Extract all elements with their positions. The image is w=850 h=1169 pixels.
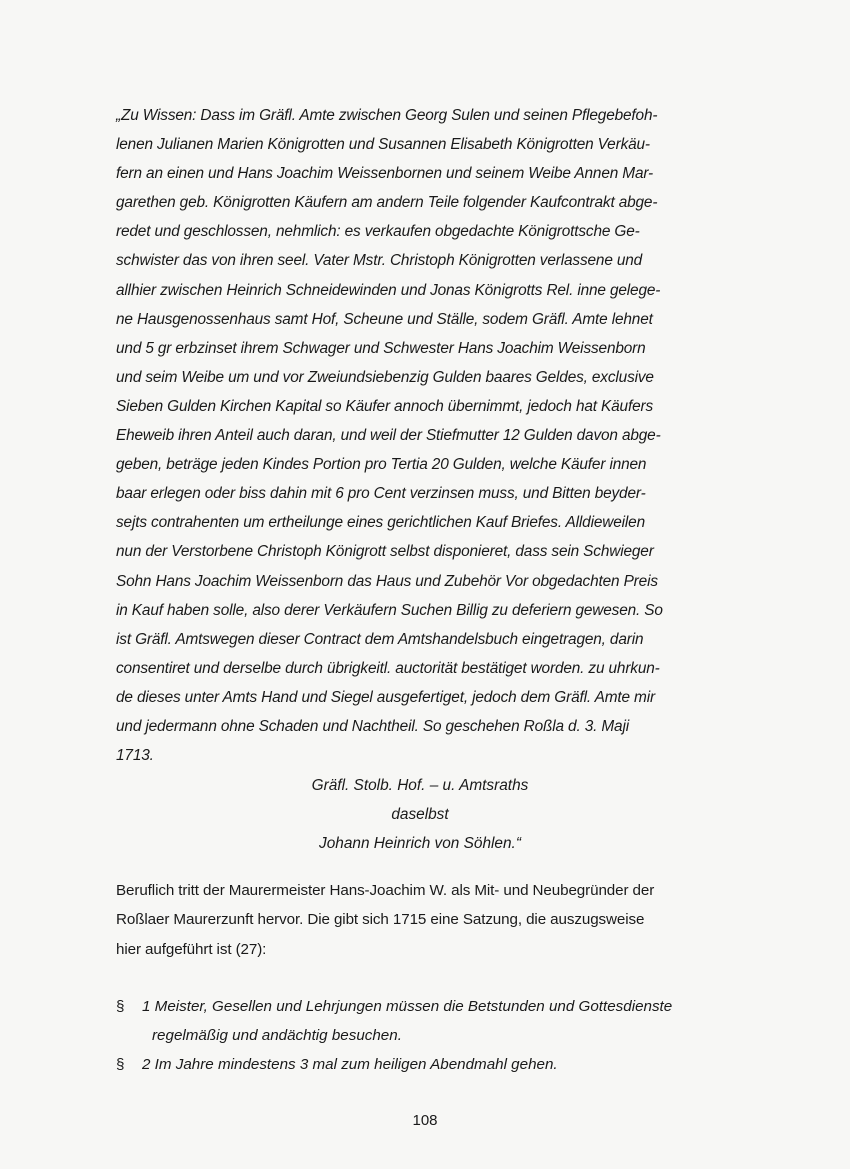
quote-line: consentiret und derselbe durch übrigkeitl. auctorität bestätiget worden. zu uhrkun- xyxy=(116,659,660,677)
signature-line: Johann Heinrich von Söhlen.“ xyxy=(319,835,521,853)
body-line: hier aufgeführt ist (27): xyxy=(116,940,267,958)
body-line: Beruflich tritt der Maurermeister Hans-Joachim W. als Mit- und Neubegründer der xyxy=(116,882,655,899)
statute-item xyxy=(116,992,736,1050)
quoted-contract-text xyxy=(116,101,724,770)
quote-line: geben, beträge jeden Kindes Portion pro Tertia 20 Gulden, welche Käufer innen xyxy=(116,456,647,474)
quote-line: „Zu Wissen: Dass im Gräfl. Amte zwischen Georg Sulen und seinen Pflegebefoh- xyxy=(116,107,658,124)
body-paragraph xyxy=(116,876,736,964)
quote-line: baar erlegen oder biss dahin mit 6 pro Cent verzinsen muss, und Bitten beyder- xyxy=(116,485,646,503)
statute-list xyxy=(116,992,736,1079)
quote-line: schwister das von ihren seel. Vater Mstr. Christoph Königrotten verlassene und xyxy=(116,252,643,270)
quote-line: garethen geb. Königrotten Käufern am andern Teile folgender Kaufcontrakt abge- xyxy=(116,194,658,212)
quote-line: und seim Weibe um und vor Zweiundsiebenzig Gulden baares Geldes, exclusive xyxy=(116,368,654,386)
quote-line: sejts contrahenten um ertheilunge eines gerichtlichen Kauf Briefes. Alldieweilen xyxy=(116,514,645,532)
quote-line: nun der Verstorbene Christoph Königrott selbst disponieret, dass sein Schwieger xyxy=(116,543,654,561)
signature-block xyxy=(116,771,724,858)
quote-line: 1713. xyxy=(116,747,154,765)
quote-line: Eheweib ihren Anteil auch daran, und weil der Stiefmutter 12 Gulden davon abge- xyxy=(116,427,661,445)
statute-line: 1 Meister, Gesellen und Lehrjungen müssen die Betstunden und Gottesdienste xyxy=(142,998,673,1015)
body-line: Roßlaer Maurerzunft hervor. Die gibt sich 1715 eine Satzung, die auszugsweise xyxy=(116,911,645,929)
page-number: 108 xyxy=(412,1112,438,1129)
quote-line: de dieses unter Amts Hand und Siegel ausgefertiget, jedoch dem Gräfl. Amte mir xyxy=(116,688,655,706)
section-symbol: § xyxy=(116,998,125,1015)
signature-line: daselbst xyxy=(391,806,449,824)
quote-line: Sohn Hans Joachim Weissenborn das Haus und Zubehör Vor obgedachten Preis xyxy=(116,572,658,590)
quote-line: fern an einen und Hans Joachim Weissenbornen und seinem Weibe Annen Mar- xyxy=(116,165,654,183)
quote-line: redet und geschlossen, nehmlich: es verkaufen obgedachte Königrottsche Ge- xyxy=(116,223,640,241)
quote-line: Sieben Gulden Kirchen Kapital so Käufer annoch übernimmt, jedoch hat Käufers xyxy=(116,397,654,415)
quote-line: ne Hausgenossenhaus samt Hof, Scheune und Ställe, sodem Gräfl. Amte lehnet xyxy=(116,310,653,328)
quote-line: und 5 gr erbzinset ihrem Schwager und Schwester Hans Joachim Weissenborn xyxy=(116,339,646,357)
quote-line: und jedermann ohne Schaden und Nachtheil. So geschehen Roßla d. 3. Maji xyxy=(116,717,629,735)
signature-line: Gräfl. Stolb. Hof. – u. Amtsraths xyxy=(311,777,529,794)
statute-item xyxy=(116,1050,736,1079)
quote-line: in Kauf haben solle, also derer Verkäufern Suchen Billig zu deferiern gewesen. So xyxy=(116,601,663,619)
section-symbol: § xyxy=(116,1056,125,1073)
statute-line: regelmäßig und andächtig besuchen. xyxy=(152,1027,402,1044)
quote-line: ist Gräfl. Amtswegen dieser Contract dem Amtshandelsbuch eingetragen, darin xyxy=(116,630,644,648)
quote-line: lenen Julianen Marien Königrotten und Susannen Elisabeth Königrotten Verkäu- xyxy=(116,136,650,154)
statute-line: 2 Im Jahre mindestens 3 mal zum heiligen Abendmahl gehen. xyxy=(142,1056,558,1073)
quote-line: allhier zwischen Heinrich Schneidewinden und Jonas Königrotts Rel. inne gelege- xyxy=(116,281,661,299)
